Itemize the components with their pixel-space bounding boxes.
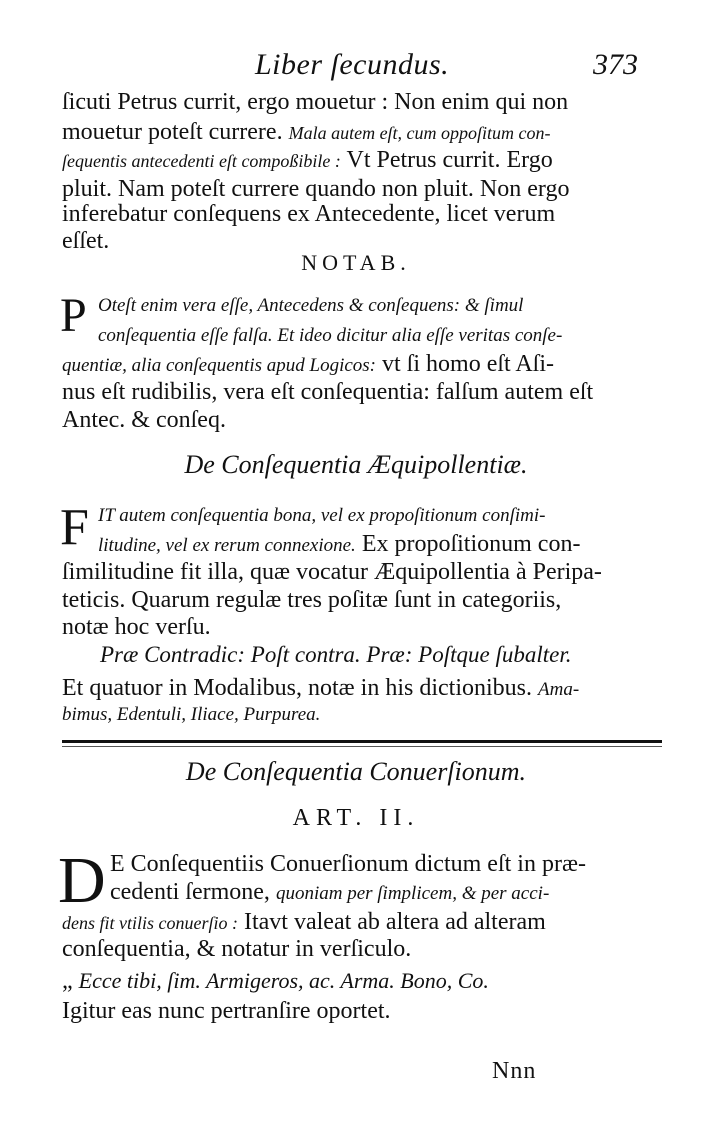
text-line: conſequentia eſſe falſa. Et ideo dicitur alia eſſe veritas conſe-: [98, 325, 563, 346]
section-rule: [62, 746, 662, 747]
quote-mark: „: [62, 968, 73, 994]
text-run: Vt Petrus currit. Ergo: [346, 147, 553, 173]
text-line: conſequentia, & notatur in verſiculo.: [62, 936, 412, 962]
running-head-title: Liber ſecundus.: [255, 48, 450, 81]
text-line: [62, 908, 662, 937]
text-line: nus eſt rudibilis, vera eſt conſequentia: falſum autem eſt: [62, 379, 594, 405]
text-line: [98, 530, 658, 560]
text-line: notæ hoc verſu.: [62, 614, 211, 640]
text-line: Antec. & conſeq.: [62, 407, 226, 433]
drop-cap-f: F: [60, 499, 89, 556]
text-line: eſſet.: [62, 228, 110, 254]
text-run: Itavt valeat ab altera ad alteram: [243, 909, 546, 935]
italic-run: Ama-: [538, 679, 580, 700]
article-heading: ART. II.: [292, 805, 420, 831]
italic-run: quoniam per ſimplicem, & per acci-: [275, 883, 550, 904]
text-line: Oteſt enim vera eſſe, Antecedens & conſequens: & ſimul: [98, 295, 524, 316]
section-heading-aequipollentiae: De Conſequentia Æquipollentiæ.: [184, 450, 528, 479]
text-line: ſimilitudine fit illa, quæ vocatur Æquipollentia à Peripa-: [62, 559, 602, 585]
italic-run: litudine, vel ex rerum connexione.: [98, 535, 356, 556]
text-line: inferebatur conſequens ex Antecedente, licet verum: [62, 201, 556, 227]
mnemonic-verse: Præ Contradic: Poſt contra. Præ: Poſtque ſubalter.: [100, 642, 572, 667]
text-run: mouetur poteſt currere.: [62, 119, 283, 145]
italic-run: ſequentis antecedenti eſt compoßibile :: [62, 151, 341, 171]
text-line: teticis. Quarum regulæ tres poſitæ ſunt in categoriis,: [62, 587, 562, 613]
drop-cap-d: D: [58, 844, 106, 917]
text-run: Ex propoſitionum con-: [361, 531, 581, 557]
text-line: bimus, Edentuli, Iliace, Purpurea.: [62, 704, 321, 725]
italic-run: Mala autem eſt, cum oppoſitum con-: [288, 123, 551, 143]
signature-mark: Nnn: [492, 1058, 537, 1084]
mnemonic-verse: Ecce tibi, ſim. Armigeros, ac. Arma. Bono, Co.: [78, 968, 489, 993]
text-line: [110, 878, 660, 908]
text-run: Et quatuor in Modalibus, notæ in his dictionibus.: [62, 675, 532, 701]
text-run: cedenti ſermone,: [110, 879, 270, 905]
text-line: pluit. Nam poteſt currere quando non pluit. Non ergo: [62, 176, 570, 202]
text-line: [62, 350, 662, 380]
text-line: [62, 118, 662, 147]
running-head: [0, 40, 712, 90]
drop-cap-p: P: [60, 289, 87, 342]
section-rule: [62, 740, 662, 743]
text-line: [62, 674, 662, 704]
page-number: 373: [593, 48, 638, 81]
text-line: IT autem conſequentia bona, vel ex propoſitionum conſimi-: [98, 505, 546, 526]
text-line: [62, 146, 662, 175]
italic-run: quentiæ, alia conſequentis apud Logicos:: [62, 355, 377, 376]
text-line: Igitur eas nunc pertranſire oportet.: [62, 998, 391, 1024]
section-heading-conuersionum: De Conſequentia Conuerſionum.: [185, 757, 527, 786]
text-line: ſicuti Petrus currit, ergo mouetur : Non enim qui non: [62, 89, 569, 115]
text-run: vt ſi homo eſt Aſi-: [382, 351, 555, 377]
text-line: E Conſequentiis Conuerſionum dictum eſt in præ-: [110, 851, 586, 877]
section-heading-notab: NOTAB.: [301, 250, 411, 275]
text-line: [62, 967, 662, 995]
italic-run: dens fit vtilis conuerſio :: [62, 913, 238, 933]
